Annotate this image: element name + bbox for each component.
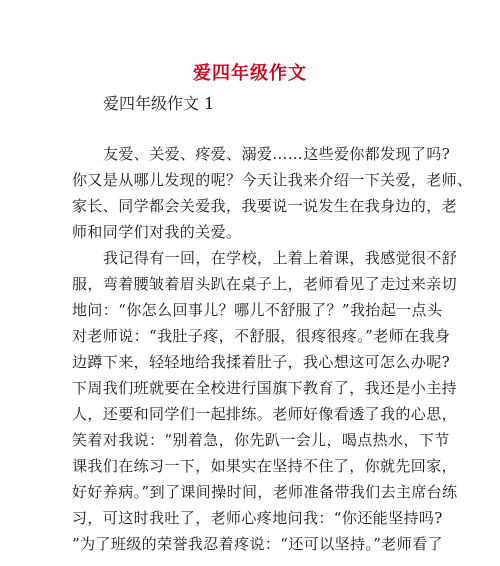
paragraph-1-line-4: 师和同学们对我的关爱。 <box>72 223 242 241</box>
paragraph-2-line-12: ”为了班级的荣誉我忍着疼说：“还可以坚持。”老师看了 <box>72 535 443 553</box>
paragraph-2-line-4: 对老师说：“我肚子疼，不舒服，很疼很疼。”老师在我身 <box>72 327 451 345</box>
paragraph-2-line-11: 习，可这时我吐了，老师心疼地问我：“你还能坚持吗? <box>72 509 443 527</box>
document-title: 爱四年级作文 <box>193 63 307 84</box>
paragraph-2-line-9: 课我们在练习一下，如果实在坚持不住了，你就先回家， <box>72 457 458 475</box>
paragraph-1-line-3: 家长、同学都会关爱我，我要说一说发生在我身边的，老 <box>72 197 458 215</box>
paragraph-2-line-10: 好好养病。”到了课间操时间，老师准备带我们去主席台练 <box>72 483 458 501</box>
paragraph-2-line-8: 笑着对我说：“别着急，你先趴一会儿，喝点热水，下节 <box>72 431 450 449</box>
paragraph-2-line-3: 地问：“你怎么回事儿？哪儿不舒服了？”我抬起一点头 <box>72 301 443 319</box>
document-subtitle: 爱四年级作文 1 <box>103 94 215 113</box>
paragraph-2-line-5: 边蹲下来，轻轻地给我揉着肚子，我心想这可怎么办呢? <box>72 353 451 371</box>
paragraph-2-line-6: 下周我们班就要在全校进行国旗下教育了，我还是小主持 <box>72 379 458 397</box>
paragraph-2-line-7: 人，还要和同学们一起排练。老师好像看透了我的心思， <box>72 405 458 423</box>
paragraph-2-line-1: 我记得有一回，在学校，上着上着课，我感觉很不舒 <box>103 249 458 267</box>
paragraph-1-line-1: 友爱、关爱、疼爱、溺爱……这些爱你都发现了吗? <box>103 145 451 163</box>
paragraph-1-line-2: 你又是从哪儿发现的呢？今天让我来介绍一下关爱，老师、 <box>72 171 473 189</box>
paragraph-2-line-2: 服，弯着腰皱着眉头趴在桌子上，老师看见了走过来亲切 <box>72 275 458 293</box>
